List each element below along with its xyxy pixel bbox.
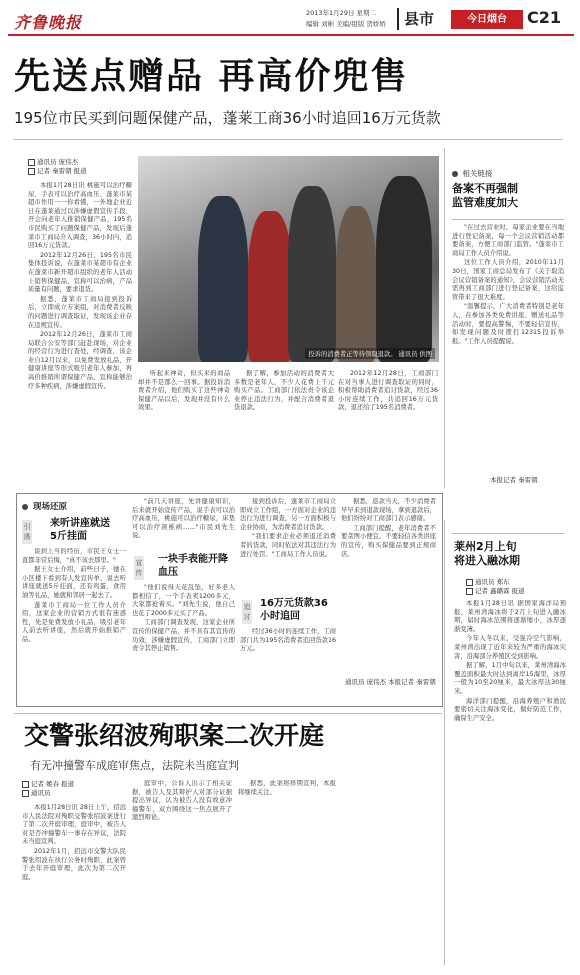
sidebar-divider [444,148,445,488]
lead-byline-1: 通讯员 庞伟杰 [37,158,79,166]
scene-byline: 通讯员 庞伟杰 本报记者 秦雷朝 [345,678,436,686]
photo-figure [198,196,248,362]
sidebar-bottom-byline-2: 记者 鑫璐霖 报道 [475,587,525,595]
second-paragraph: 庭审中，公诉人出示了相关证据，被告人及其辩护人对部分证据提出异议，认为被告人没有故意冲撞警车，双方围绕这一焦点展开了激烈辩论。 [132,780,232,822]
byline-square-icon [22,790,29,797]
lead-paragraph: 2012年12月26日，蓬莱市工商局联合公安等部门赶赴现场，对企业的经营行为进行查处，经调查，该企业自12月以来，以免费发放礼品、开健康讲座等形式吸引老年人参加，再高价推销所谓保健产品，宣称能够治疗多种疾病，涉嫌虚假宣传。 [28,331,132,390]
photo-figure [376,176,432,362]
sidebar-bottom-byline-1: 通讯员 郑东 [475,578,510,586]
scene-kicker-text: 现场还原 [32,502,67,512]
sidebar-bottom-body [454,600,566,965]
sidebar-bottom-paragraph: 海洋部门提醒，沿海养殖户和渔民要密切关注海冰变化，做好防范工作，确保生产安全。 [454,697,566,722]
lead-col-3 [234,370,334,480]
kicker-dot-icon [22,504,28,510]
section-divider [397,8,399,30]
section-badge-text: 今日烟台 [467,14,507,25]
masthead-rule [8,34,574,36]
lead-byline [28,158,128,176]
scene-label-promo [134,556,144,580]
scene-col-2b [132,584,235,700]
paper-logo: 齐鲁晚报 [14,13,83,32]
lead-col-2 [138,370,230,480]
scene-paragraph: 谈到上当的经历，市民王女士一直都非常后悔，"真不该去那里。" [22,548,126,564]
byline-square-icon [466,588,473,595]
second-byline [22,780,126,798]
sidebar-bottom-title [454,540,564,568]
photo-caption: 投诉的消费者正等待领取退款。 通讯员 供图 [305,348,435,359]
sidebar-bottom-paragraph: 本报1月28日讯 据国家海洋局预报，莱州湾海冰将于2月上旬进入融冰期，届时海冰范围将逐渐缩小，冰厚逐渐变薄。 [454,600,566,633]
scene-paragraph: 接到投诉后，蓬莱市工商局立即成立工作组，一方面对企业的违法行为进行调查，另一方面积极与企业协商，为消费者追讨货款。 [240,498,336,531]
photo-figure [288,186,336,362]
lead-subhead: 195位市民买到问题保健产品，蓬莱工商36小时追回16万元货款 [14,109,441,127]
sidebar-bottom-top-rule [452,533,564,534]
sidebar-bottom-title-line-1: 莱州2月上旬 [454,540,517,553]
lead-photo [138,156,439,362]
scene-paragraph: 工商部门提醒，老年消费者不要贪图小便宜，不要轻信各类讲座的宣传，购买保健品要到正规商店。 [341,524,436,558]
lead-col-4 [338,370,438,480]
scene-paragraph: 据王女士介绍，前些日子，她在小区楼下看到有人发宣传单，说去听讲座就送5斤挂面，还有鸡蛋、食用油等礼品，她就和邻居一起去了。 [22,566,126,599]
scene-sub-1: 来听讲座就送5斤挂面 [50,518,110,542]
scene-sub-3: 16万元货款36小时追回 [260,598,328,622]
scene-paragraph: "前几天讲座，先讲健康知识，后来就开始宣传产品，说手表可以治疗高血压，桃施可以治疗糖尿，床垫可以治疗颈椎病……"市民刘先生说。 [132,498,235,540]
scene-col-2 [132,498,235,550]
page-number: C21 [527,8,562,27]
lead-paragraph: 本报1月28日讯 桃施可以治疗糖尿、手表可以治疗高血压、蓬莱市某超市作用一一你看懂，一外地企业近日在蓬莱通过以涉嫌虚假宣传手段，开会向老年人推销保健产品，195名市民购买了问题保健产品，发现后蓬莱市工商局介入调查，36小时内，追回16万元货款。 [28,182,132,250]
scene-col-3b [240,628,336,700]
scene-paragraph: 蓬莱市工商局一位工作人员介绍，这家企业的营销方式很有迷惑性，先是免费发放小礼品，吸引老年人前去听讲座，然后就开始推销产品。 [22,601,126,643]
sidebar-bottom-divider [444,520,445,965]
photo-figure [248,211,292,362]
related-paragraph: "温馨提示，广大消费者特别是老年人，在参加各类免费讲座、赠送礼品等活动时，要提高警惕，不要轻信宣传，如发现问题及时拨打12315投诉举报。"工作人员提醒说。 [452,303,564,345]
byline-square-icon [28,168,35,175]
scene-col-1 [22,548,126,700]
lead-col-1 [28,182,132,447]
masthead [0,0,580,40]
second-byline-2: 通讯员 [31,789,51,797]
second-col-2 [132,780,232,964]
scene-paragraph: "我们要求企业必须退还消费者的货款，同时依法对其违法行为进行处罚。"工商局工作人员说。 [240,533,336,558]
related-paragraph: "在过去营业时，每家企业要在当地进行登记备案，每一个会议营销活动都要备案，方便工商部门监管。"蓬莱市工商局工作人员介绍说。 [452,224,564,257]
scene-sub-2: 一块手表能开降血压 [158,554,228,578]
scene-label-lure-text: 引诱 [23,523,31,541]
byline-square-icon [22,781,29,788]
scene-paragraph: "他们说得天花乱坠，好多老人都相信了，一个手表卖1200多元，大家都抢着买。"刘先生说，他自己也花了2000多元买了产品。 [132,584,235,617]
second-headline: 交警张绍波殉职案二次开庭 [24,721,325,750]
photo-figure [336,206,376,362]
lead-headline: 先送点赠品 再高价兜售 [14,56,409,97]
scene-label-recover-text: 追讨 [243,603,251,621]
sidebar-bottom-title-line-2: 将进入融冰期 [454,554,520,567]
scene-label-promo-text: 宣传 [135,559,143,577]
sidebar-bottom-paragraph: 据了解，1月中旬以来，莱州湾海冰覆盖面积最大时达到离岸15海里，冰厚一般为10至20厘米，最大冰厚达30厘米。 [454,662,566,695]
related-kicker [452,168,492,179]
related-byline: 本报记者 秦雷朝 [490,476,538,484]
scene-label-recover [242,600,252,624]
byline-square-icon [28,159,35,166]
related-title [452,182,567,210]
second-col-1 [22,804,126,964]
scene-kicker [22,500,67,512]
section-label: 县市 [404,10,435,28]
scene-label-lure [22,520,32,544]
date-line: 2013年1月29日 星期二 [306,9,377,17]
scene-col-3 [240,498,336,593]
second-byline-1: 记者 姬春 报道 [31,780,75,788]
lead-paragraph: 2012年12月28日，工商部门在对当事人进行调查取证的同时，积极帮助消费者追讨货款，经过36小时连续工作，共追回16万元货款，退还给了195名消费者。 [338,370,438,412]
kicker-dot-icon [452,171,458,177]
scene-paragraph: 据悉，退款当天，不少消费者早早来到退款现场，拿到退款后，他们纷纷对工商部门表示感谢。 [341,498,436,523]
byline-square-icon [466,579,473,586]
related-title-line-2: 监管难度加大 [452,196,518,209]
lead-paragraph: 据悉，蓬莱市工商局接到投诉后，立即成立专案组，对消费者反映的问题进行调查取证，发现该企业存在违规宣传。 [28,295,132,329]
scene-col-4 [341,498,436,673]
lead-paragraph: 据了解，参加活动的消费者大多数是老年人，不少人花费上千元购买产品。工商部门依法责令该企业停止违法行为，并配合消费者退货退款。 [234,370,334,412]
sidebar-bottom-byline [466,578,566,596]
second-subhead: 有无冲撞警车成庭审焦点，法院未当庭宣判 [30,759,239,772]
lead-sub-rule [14,139,562,140]
related-body [452,224,564,472]
scene-paragraph: 工商部门调查发现，这家企业所宣传的保健产品，并不具有其宣传的功效，涉嫌虚假宣传，工商部门立即责令其停止销售。 [132,619,235,653]
scene-paragraph: 经过36小时的连续工作，工商部门共为195名消费者追回货款16万元。 [240,628,336,653]
second-paragraph: 本报1月28日讯 28日上午，招远市人民法院对殉职交警张绍波案进行了第二次开庭审理，庭审中，被告人对是否冲撞警车一事存在异议，法院未当庭宣判。 [22,804,126,846]
related-title-rule [452,219,564,220]
editors-line: 编辑 刘彬 美编/组版 贺娇娇 [306,20,386,28]
section-badge [451,10,523,29]
sidebar-bottom-paragraph: 今年入冬以来，受强冷空气影响，莱州湾出现了近年来较为严重的海冰灾害，沿海部分养殖区受到影响。 [454,635,566,660]
second-col-3 [238,780,336,964]
lead-paragraph: 听起来神奇，但买来的商品却并不是那么一回事。据投诉消费者介绍，他们购买了这些神奇保健产品以后，发现并没有什么效果。 [138,370,230,412]
second-paragraph: 2012年1月，招远市交警大队民警张绍波在执行公务时殉职，此案曾于去年开庭审理，此次为第二次开庭。 [22,847,126,881]
lead-byline-2: 记者 秦雷朝 报道 [37,167,87,175]
second-paragraph: 据悉，此案将择期宣判，本报将继续关注。 [238,780,336,796]
lead-paragraph: 2012年12月26日，195名市民集体投诉说，在蓬莱市某超市有企业在蓬莱市新开超市组织的老年人活动上销售保健品，宣称可以治病，产品质量有问题，要求退货。 [28,251,132,294]
related-kicker-text: 相关链接 [462,169,493,178]
related-title-line-1: 备案不再强制 [452,182,518,195]
related-paragraph: 这位工作人员介绍，2010年11月30日，国家工商总局发布了《关于取消会议营销备案的通知》，会议营销活动无需再到工商部门进行登记备案，这给监管带来了很大难度。 [452,259,564,301]
second-top-rule [14,713,442,714]
